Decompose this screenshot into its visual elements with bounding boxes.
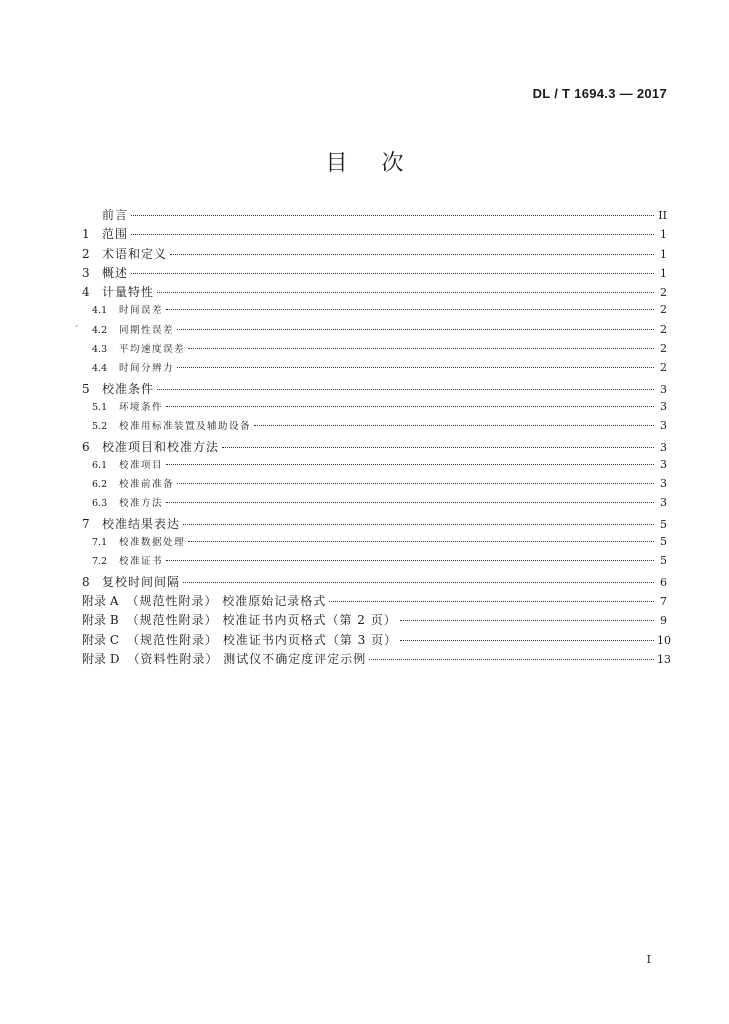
toc-entry-page: 3: [660, 382, 667, 396]
toc-entry-number: 4.4: [92, 363, 108, 375]
toc-leader-dots: [166, 464, 654, 465]
toc-entry-page: 1: [660, 247, 667, 261]
toc-entry-number: 7: [82, 516, 90, 531]
toc-leader-dots: [400, 640, 654, 641]
toc-entry-number: 5: [82, 381, 90, 396]
toc-entry-number: 4.2: [92, 324, 108, 336]
toc-entry[interactable]: [82, 515, 667, 534]
toc-entry-page: 2: [660, 361, 667, 375]
toc-entry-number: 3: [82, 265, 90, 280]
toc-entry-page: 2: [660, 342, 667, 356]
toc-entry[interactable]: [82, 573, 667, 592]
toc-entry-page: 6: [660, 575, 667, 589]
toc-entry-page: 9: [660, 614, 667, 628]
toc-entry[interactable]: [82, 341, 667, 360]
toc-entry-title: 范围: [102, 227, 129, 242]
toc-leader-dots: [166, 502, 654, 503]
toc-entry-title: 术语和定义: [102, 246, 168, 261]
toc-entry-title: 校准用标准装置及辅助设备: [119, 421, 252, 433]
toc-entry-title: 校准结果表达: [102, 516, 181, 531]
toc-entry-title: （资料性附录） 测试仪不确定度评定示例: [127, 651, 367, 666]
toc-entry-number: 6.1: [92, 459, 108, 471]
toc-entry-title: 同期性误差: [119, 324, 175, 336]
toc-entry-title: 时间分辨力: [119, 363, 175, 375]
toc-entry-title: 环境条件: [119, 401, 164, 413]
toc-leader-dots: [177, 329, 654, 330]
toc-entry[interactable]: [82, 650, 671, 669]
toc-entry[interactable]: [82, 206, 667, 225]
toc-entry-page: 2: [660, 303, 667, 317]
toc-entry-title: 校准项目: [119, 459, 164, 471]
toc-entry-page: 3: [660, 477, 667, 491]
toc-leader-dots: [131, 234, 654, 235]
toc-leader-dots: [166, 309, 654, 310]
toc-entry-page: 3: [660, 419, 667, 433]
toc-entry-title: 时间误差: [119, 305, 164, 317]
toc-entry-title: 计量特性: [102, 285, 155, 300]
toc-entry[interactable]: [82, 438, 667, 457]
toc-entry-page: 2: [660, 322, 667, 336]
toc-entry[interactable]: [82, 322, 667, 341]
toc-entry-title: （规范性附录） 校准原始记录格式: [126, 593, 327, 608]
toc-entry-page: II: [658, 209, 667, 222]
toc-entry-number: 附录 D: [82, 651, 120, 666]
toc-leader-dots: [188, 348, 654, 349]
toc-entry[interactable]: [82, 611, 667, 630]
toc-entry-number: 6.3: [92, 498, 108, 510]
toc-entry-page: 5: [660, 554, 667, 568]
document-code: DL / T 1694.3 — 2017: [532, 86, 667, 101]
toc-entry[interactable]: [82, 495, 667, 514]
toc-leader-dots: [329, 601, 654, 602]
toc-entry-page: 3: [660, 496, 667, 510]
toc-entry[interactable]: [82, 418, 667, 437]
toc-entry[interactable]: [82, 476, 667, 495]
toc-entry-title: 前言: [102, 208, 129, 222]
toc-entry-title: 平均速度误差: [119, 344, 186, 356]
toc-entry-number: 4.1: [92, 305, 108, 317]
toc-title: 目次: [325, 151, 438, 176]
table-of-contents: [82, 206, 671, 669]
toc-entry-title: 复校时间间隔: [102, 574, 181, 589]
toc-entry-page: 5: [660, 535, 667, 549]
toc-entry[interactable]: [82, 225, 667, 244]
toc-entry-title: 校准证书: [119, 556, 164, 568]
toc-entry-number: 5.2: [92, 421, 108, 433]
toc-entry-number: 附录 C: [82, 632, 119, 647]
toc-entry-title: （规范性附录） 校准证书内页格式（第 3 页）: [127, 632, 398, 647]
toc-entry-page: 10: [657, 633, 671, 647]
toc-entry-page: 2: [660, 286, 667, 300]
toc-leader-dots: [157, 389, 654, 390]
toc-leader-dots: [131, 215, 654, 216]
toc-entry[interactable]: [82, 380, 667, 399]
toc-entry-title: （规范性附录） 校准证书内页格式（第 2 页）: [126, 613, 397, 628]
toc-leader-dots: [188, 541, 654, 542]
toc-entry[interactable]: [82, 592, 667, 611]
toc-leader-dots: [254, 425, 654, 426]
toc-entry-page: 1: [660, 228, 667, 242]
toc-entry-number: 5.1: [92, 401, 108, 413]
toc-entry-number: 4.3: [92, 344, 108, 356]
toc-entry-number: 8: [82, 574, 90, 589]
toc-entry-number: 7.1: [92, 537, 108, 549]
toc-entry-page: 13: [657, 652, 671, 666]
toc-entry-page: 3: [660, 440, 667, 454]
toc-entry[interactable]: [82, 283, 667, 302]
toc-entry-page: 5: [660, 517, 667, 531]
toc-entry[interactable]: [82, 245, 667, 264]
toc-entry-page: 3: [660, 399, 667, 413]
toc-leader-dots: [170, 254, 654, 255]
toc-entry-title: 校准方法: [119, 498, 164, 510]
toc-entry-page: 3: [660, 457, 667, 471]
toc-leader-dots: [177, 483, 654, 484]
toc-leader-dots: [166, 406, 654, 407]
toc-entry[interactable]: [82, 457, 667, 476]
toc-entry-number: 附录 B: [82, 613, 119, 628]
toc-leader-dots: [131, 273, 654, 274]
toc-entry-page: 1: [660, 266, 667, 280]
toc-entry[interactable]: [82, 360, 667, 379]
toc-leader-dots: [157, 292, 654, 293]
toc-entry[interactable]: [82, 553, 667, 572]
toc-entry-number: 附录 A: [82, 593, 119, 608]
toc-entry-number: 1: [82, 227, 90, 242]
toc-entry-title: 概述: [102, 265, 129, 280]
toc-entry-number: 2: [82, 246, 90, 261]
toc-entry-number: 7.2: [92, 556, 108, 568]
toc-entry[interactable]: [82, 264, 667, 283]
scan-mark: ˊ: [74, 326, 79, 336]
toc-entry-number: 4: [82, 285, 90, 300]
toc-entry-title: 校准前准备: [119, 479, 175, 491]
toc-entry[interactable]: [82, 534, 667, 553]
toc-entry[interactable]: [82, 302, 667, 321]
toc-entry-title: 校准条件: [102, 381, 155, 396]
toc-entry-title: 校准项目和校准方法: [102, 439, 220, 454]
toc-leader-dots: [222, 447, 654, 448]
toc-leader-dots: [177, 367, 654, 368]
toc-entry-number: 6.2: [92, 479, 108, 491]
toc-leader-dots: [400, 620, 654, 621]
toc-entry-number: 6: [82, 439, 90, 454]
toc-leader-dots: [183, 524, 654, 525]
toc-entry-page: 7: [660, 594, 667, 608]
toc-entry[interactable]: [82, 631, 671, 650]
toc-leader-dots: [183, 582, 654, 583]
page-number: I: [646, 953, 651, 966]
toc-entry-title: 校准数据处理: [119, 537, 186, 549]
toc-entry[interactable]: [82, 399, 667, 418]
toc-leader-dots: [166, 560, 654, 561]
toc-leader-dots: [369, 659, 654, 660]
